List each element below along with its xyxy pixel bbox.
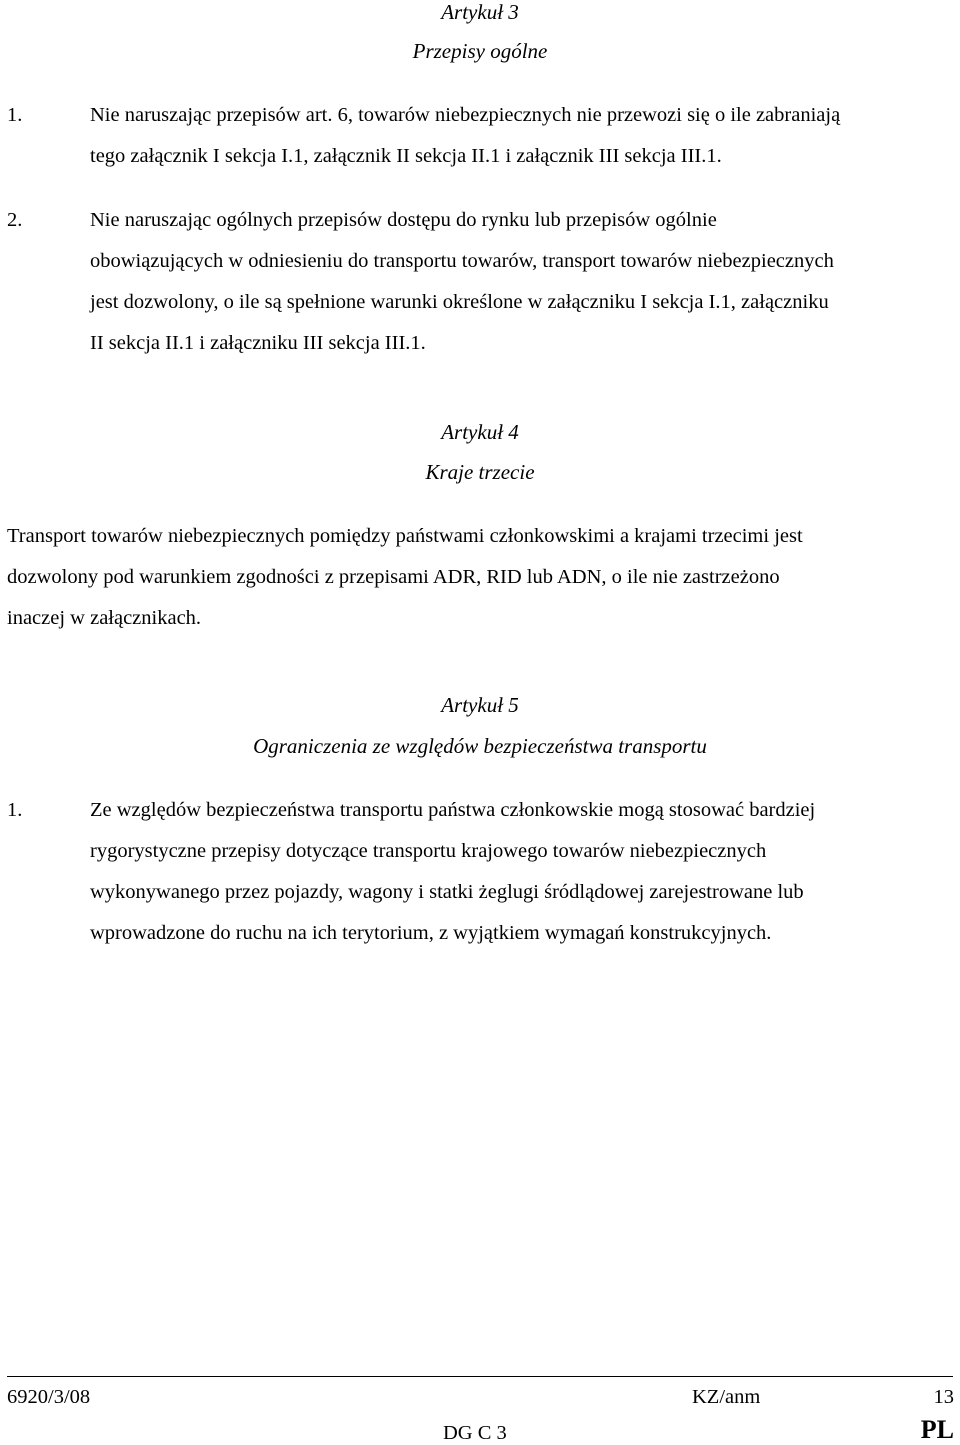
- footer-directorate: DG C 3: [443, 1422, 507, 1444]
- footer-initials: KZ/anm: [692, 1386, 761, 1408]
- article-5-item-1-text: [90, 790, 952, 954]
- article-3-item-1-number: 1.: [7, 104, 23, 126]
- text-line: Ze względów bezpieczeństwa transportu państwa członkowskie mogą stosować bardziej: [90, 799, 816, 821]
- text-line: tego załącznik I sekcja I.1, załącznik II sekcja II.1 i załącznik III sekcja III.1.: [90, 145, 722, 167]
- text-line: dozwolony pod warunkiem zgodności z przepisami ADR, RID lub ADN, o ile nie zastrzeżono: [7, 566, 780, 588]
- text-line: Nie naruszając przepisów art. 6, towarów niebezpiecznych nie przewozi się o ile zabraniają: [90, 104, 841, 126]
- text-line: jest dozwolony, o ile są spełnione warunki określone w załączniku I sekcja I.1, załączniku: [90, 291, 829, 313]
- footer-page-number: 13: [933, 1386, 954, 1408]
- footer-divider: [7, 1376, 953, 1377]
- footer-document-reference: 6920/3/08: [7, 1386, 91, 1408]
- text-line: Transport towarów niebezpiecznych pomiędzy państwami członkowskimi a krajami trzecimi jest: [7, 525, 803, 547]
- text-line: wprowadzone do ruchu na ich terytorium, z wyjątkiem wymagań konstrukcyjnych.: [90, 922, 772, 944]
- text-line: obowiązujących w odniesieniu do transportu towarów, transport towarów niebezpiecznych: [90, 250, 834, 272]
- article-5-subtitle: Ograniczenia ze względów bezpieczeństwa transportu: [253, 734, 707, 758]
- article-3-item-2-number: 2.: [7, 209, 23, 231]
- article-5-title: Artykuł 5: [441, 693, 519, 717]
- article-3-title: Artykuł 3: [441, 0, 519, 24]
- text-line: rygorystyczne przepisy dotyczące transportu krajowego towarów niebezpiecznych: [90, 840, 767, 862]
- text-line: Nie naruszając ogólnych przepisów dostępu do rynku lub przepisów ogólnie: [90, 209, 717, 231]
- text-line: wykonywanego przez pojazdy, wagony i statki żeglugi śródlądowej zarejestrowane lub: [90, 881, 804, 903]
- article-4-subtitle: Kraje trzecie: [425, 460, 535, 484]
- article-3-subtitle: Przepisy ogólne: [412, 39, 548, 63]
- text-line: II sekcja II.1 i załączniku III sekcja III.1.: [90, 332, 426, 354]
- article-3-item-2-text: [90, 200, 952, 364]
- article-5-item-1-number: 1.: [7, 799, 23, 821]
- article-4-text: [7, 516, 952, 639]
- article-4-title: Artykuł 4: [441, 420, 519, 444]
- article-3-item-1-text: [90, 95, 952, 177]
- text-line: inaczej w załącznikach.: [7, 607, 202, 629]
- footer-language-code: PL: [920, 1415, 954, 1444]
